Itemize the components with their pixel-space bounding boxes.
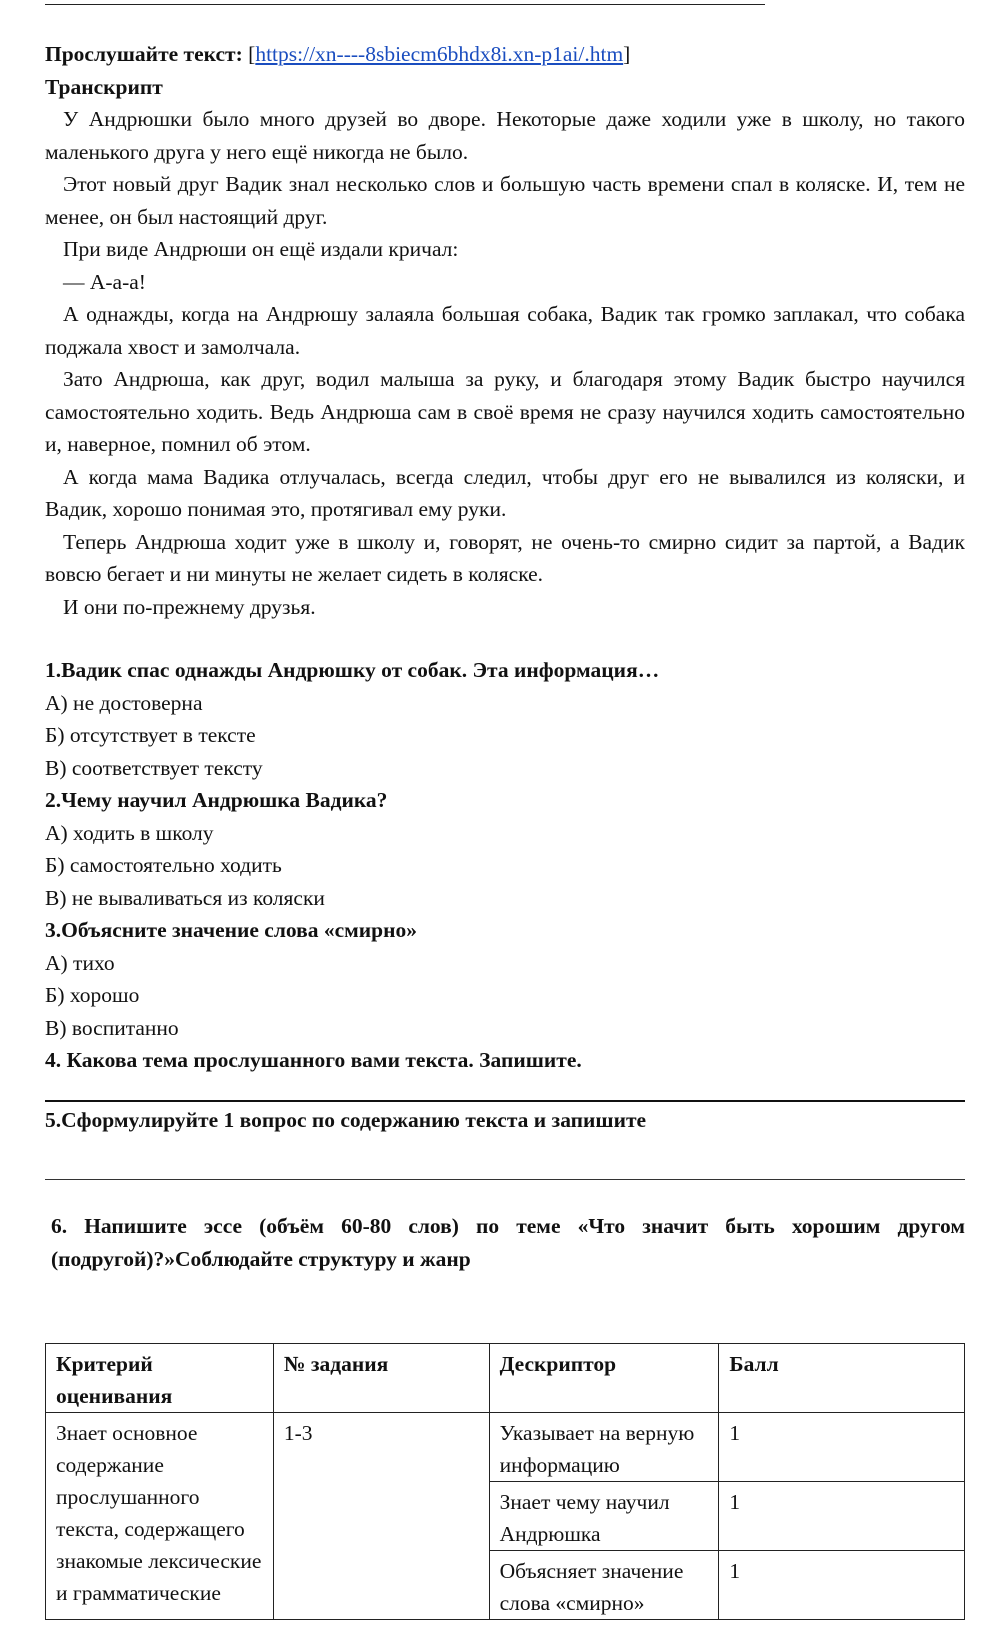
document-page [45, 0, 965, 1275]
score-cell: 1 [719, 1413, 965, 1482]
task-6: 6. Напишите эссе (объём 60-80 слов) по теме «Что значит быть хорошим другом (подругой)?»Соблюдайте структуру и жанр [51, 1214, 965, 1271]
transcript-paragraph: А однажды, когда на Андрюшу залаяла большая собака, Вадик так громко заплакал, что собака поджала хвост и замолчала. [45, 302, 965, 359]
transcript-paragraph: Зато Андрюша, как друг, водил малыша за руку, и благодаря этому Вадик быстро научился самостоятельно ходить. Ведь Андрюша сам в своё время не сразу научился ходить самостоятельно и, наверное, помнил об этом. [45, 367, 965, 456]
task-no-cell: 1-3 [273, 1413, 489, 1620]
listen-line [45, 38, 965, 71]
transcript-paragraph: — А-а-а! [63, 269, 146, 294]
answer-option: В) не вываливаться из коляски [45, 885, 325, 910]
question-text: 3.Объясните значение слова «смирно» [45, 918, 418, 942]
task-5: 5.Сформулируйте 1 вопрос по содержанию текста и запишите [45, 1107, 647, 1132]
header-task-no: № задания [273, 1344, 489, 1413]
header-descriptor: Дескриптор [489, 1344, 719, 1413]
descriptor-cell: Указывает на верную информацию [489, 1413, 719, 1482]
transcript-body [45, 103, 965, 623]
link-open-bracket: [ [248, 42, 256, 66]
answer-option: А) тихо [45, 950, 115, 975]
question-3 [45, 914, 965, 1044]
answer-option: А) не достоверна [45, 690, 203, 715]
score-cell: 1 [719, 1551, 965, 1620]
answer-option: Б) хорошо [45, 983, 140, 1007]
transcript-paragraph: И они по-прежнему друзья. [63, 594, 316, 619]
answer-option: В) воспитанно [45, 1015, 179, 1040]
question-1 [45, 654, 965, 784]
transcript-paragraph: Теперь Андрюша ходит уже в школу и, говорят, не очень-то смирно сидит за партой, а Вадик вовсю бегает и ни минуты не желает сидеть в коляске. [45, 529, 965, 586]
transcript-paragraph: А когда мама Вадика отлучалась, всегда следил, чтобы друг его не вывалился из коляски, и Вадик, хорошо понимая это, протягивал ему руки. [45, 464, 965, 521]
answer-option: Б) отсутствует в тексте [45, 723, 256, 747]
transcript-paragraph: У Андрюшки было много друзей во дворе. Некоторые даже ходили уже в школу, но такого маленького друга у него ещё никогда не было. [45, 107, 965, 164]
link-close-bracket: ] [623, 42, 631, 66]
answer-option: А) ходить в школу [45, 820, 214, 845]
descriptor-cell: Знает чему научил Андрюшка [489, 1482, 719, 1551]
task-4: 4. Какова тема прослушанного вами текста. Запишите. [45, 1048, 582, 1072]
header-score: Балл [719, 1344, 965, 1413]
question-2 [45, 784, 965, 914]
answer-option: В) соответствует тексту [45, 755, 263, 780]
table-header-row [46, 1344, 965, 1413]
transcript-paragraph: При виде Андрюши он ещё издали кричал: [63, 237, 459, 261]
listen-label: Прослушайте текст: [45, 42, 243, 66]
answer-option: Б) самостоятельно ходить [45, 853, 282, 877]
transcript-title: Транскрипт [45, 74, 163, 99]
question-text: 2.Чему научил Андрюшка Вадика? [45, 788, 388, 812]
criteria-table-wrap [45, 1343, 965, 1620]
criterion-cell: Знает основное содержание прослушанного текста, содержащего знакомые лексические и грамматические [46, 1413, 274, 1620]
transcript-paragraph: Этот новый друг Вадик знал несколько слов и большую часть времени спал в коляске. И, тем не менее, он был настоящий друг. [45, 172, 965, 229]
score-cell: 1 [719, 1482, 965, 1551]
descriptor-cell: Объясняет значение слова «смирно» [489, 1551, 719, 1620]
table-row [46, 1413, 965, 1482]
criteria-table [45, 1343, 965, 1620]
question-text: 1.Вадик спас однажды Андрюшку от собак. Эта информация… [45, 658, 660, 682]
audio-link[interactable]: https://xn----8sbiecm6bhdx8i.xn-p1ai/.htm [255, 42, 624, 66]
header-criterion: Критерий оценивания [46, 1344, 274, 1413]
